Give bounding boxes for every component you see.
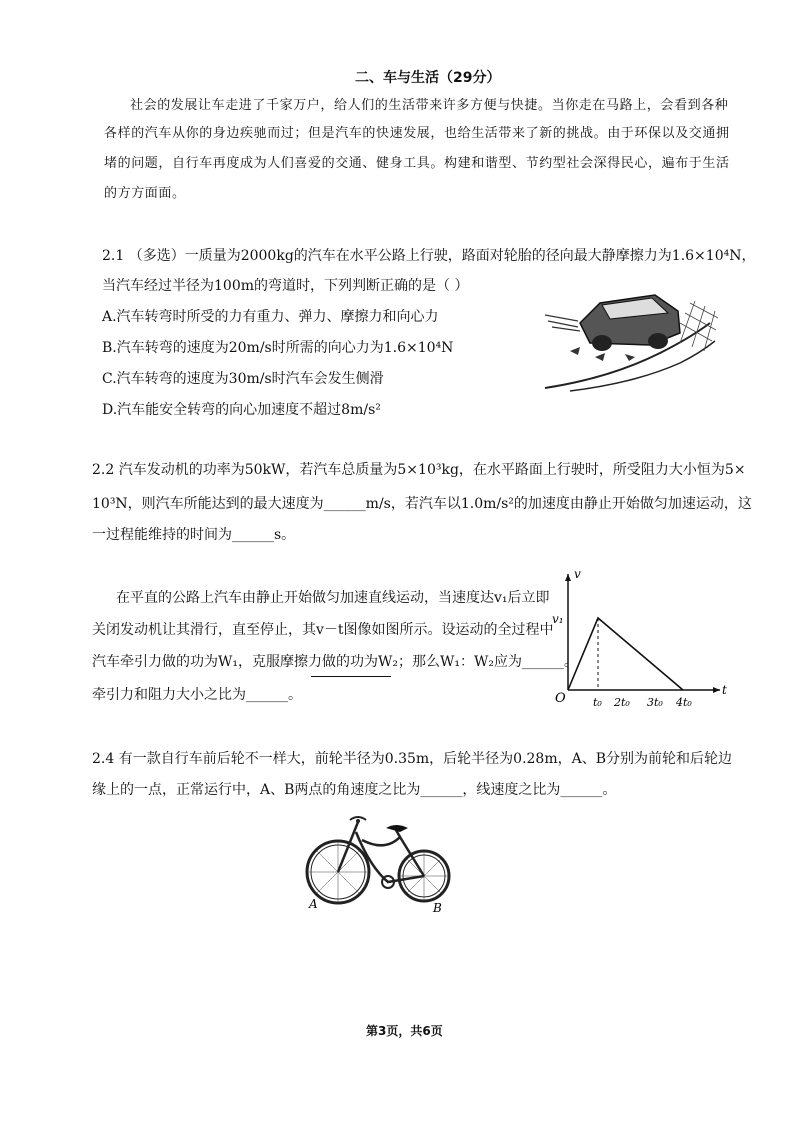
origin-label: O: [555, 691, 566, 706]
car-turning-illustration: [540, 283, 720, 393]
q22-line-2: 10³N，则汽车所能达到的最大速度为______m/s，若汽车以1.0m/s²的加速度由静止开始做匀加速运动，这: [92, 496, 752, 512]
section-title: 二、车与生活（29分）: [355, 70, 501, 86]
underline-mark: [311, 676, 391, 677]
q22-line-1: 2.2 汽车发动机的功率为50kW，若汽车总质量为5×10³kg，在水平路面上行驶时，所受阻力大小恒为5×: [92, 462, 746, 478]
bicycle-illustration: [300, 812, 460, 917]
v-axis-label: v: [574, 567, 581, 581]
t-axis-arrow: [713, 687, 720, 693]
tick-4t0: 4t₀: [676, 696, 692, 709]
velocity-line: [568, 618, 683, 690]
tick-2t0: 2t₀: [614, 696, 630, 709]
page-footer: 第3页，共6页: [366, 1024, 443, 1038]
q23-line-4: 牵引力和阻力大小之比为______。: [92, 687, 302, 703]
intro-line-2: 各样的汽车从你的身边疾驰而过；但是汽车的快速发展，也给生活带来了新的挑战。由于环保以及交通拥: [104, 126, 730, 141]
v-axis-arrow: [565, 574, 571, 581]
intro-line-4: 的方方面面。: [104, 186, 186, 201]
vt-graph: [548, 566, 728, 716]
q21-option-d: D.汽车能安全转弯的向心加速度不超过8m/s²: [102, 402, 381, 418]
q22-line-3: 一过程能维持的时间为______s。: [92, 527, 296, 543]
intro-line-3: 堵的问题，自行车再度成为人们喜爱的交通、健身工具。构建和谐型、节约型社会深得民心，遍布于生活: [104, 156, 730, 171]
q21-option-b: B.汽车转弯的速度为20m/s时所需的向心力为1.6×10⁴N: [102, 340, 454, 356]
q24-line-2: 缘上的一点，正常运行中，A、B两点的角速度之比为______，线速度之比为______。: [92, 782, 617, 798]
q21-stem-line-1: 2.1 （多选）一质量为2000kg的汽车在水平公路上行驶，路面对轮胎的径向最大静摩擦力为1.6×10⁴N，: [102, 248, 756, 264]
q23-line-1: 在平直的公路上汽车由静止开始做匀加速直线运动，当速度达v₁后立即: [116, 590, 550, 606]
q24-line-1: 2.4 有一款自行车前后轮不一样大，前轮半径为0.35m，后轮半径为0.28m，A、B分别为前轮和后轮边: [92, 751, 733, 767]
label-a: A: [309, 897, 318, 911]
tick-3t0: 3t₀: [647, 696, 663, 709]
intro-line-1: 社会的发展让车走进了千家万户，给人们的生活带来许多方便与快捷。当你走在马路上，会看到各种: [130, 98, 729, 113]
q21-option-c: C.汽车转弯的速度为30m/s时汽车会发生侧滑: [102, 371, 384, 387]
tick-t0: t₀: [593, 696, 602, 709]
q21-option-a: A.汽车转弯时所受的力有重力、弹力、摩擦力和向心力: [102, 309, 439, 325]
label-b: B: [433, 901, 442, 915]
v1-label: v₁: [552, 612, 564, 626]
q23-line-3: 汽车牵引力做的功为W₁，克服摩擦力做的功为W₂；那么W₁：W₂应为______。: [92, 654, 579, 670]
q21-stem-line-2: 当汽车经过半径为100m的弯道时，下列判断正确的是（ ）: [102, 278, 469, 294]
q23-line-2: 关闭发动机让其滑行，直至停止，其v－t图像如图所示。设运动的全过程中: [92, 622, 554, 638]
t-axis-label: t: [722, 683, 727, 697]
